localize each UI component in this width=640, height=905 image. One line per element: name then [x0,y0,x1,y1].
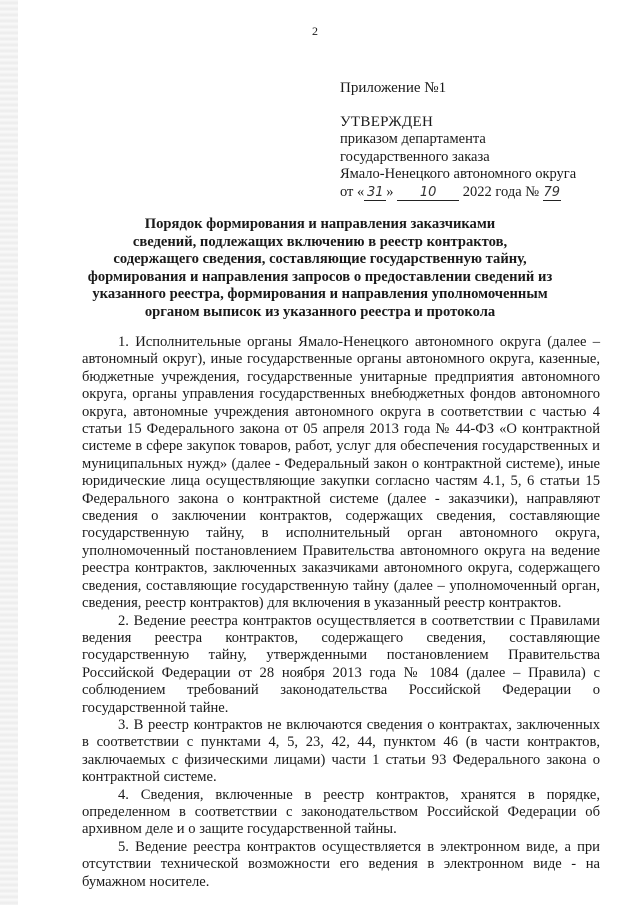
paragraph-2: 2. Ведение реестра контрактов осуществляется в соответствии с Правилами ведения реестра контрактов, содержащего сведения, составляющие государственную тайну, утвержденными постановлением Правительства Российской Федерации от 28 ноября 2013 года № 1084 (далее – Правила) с соблюдением требований законодательства Российской Федерации о государственной тайне. [82,612,600,716]
approval-line: приказом департамента [340,131,486,147]
title-line: органом выписок из указанного реестра и протокола [144,303,496,320]
order-number-handwritten: 79 [543,184,560,200]
paragraph-4: 4. Сведения, включенные в реестр контрактов, хранятся в порядке, определенном в соответствии с законодательством Российской Федерации об архивном деле и о защите государственной тайны. [82,786,600,838]
date-year-text: 2022 года № [462,183,540,200]
date-month-handwritten: 10 [397,185,459,201]
approved-heading: УТВЕРЖДЕН [340,114,434,130]
paragraph-3: 3. В реестр контрактов не включаются сведения о контрактах, заключенных в соответствии с пунктами 4, 5, 23, 42, 44, пунктом 46 (в части контрактов, заключаемых с физическими лицами) части 1 статьи 93 Федерального закона о контрактной системе. [82,716,600,786]
document-title [60,216,580,322]
approval-date-line [340,184,576,202]
title-line: сведений, подлежащих включению в реестр контрактов, [132,233,508,250]
appendix-label: Приложение №1 [340,80,447,96]
scan-edge [0,0,18,905]
page-number: 2 [312,24,318,38]
date-separator: » [386,183,394,200]
date-prefix: от « [340,183,365,200]
paragraph-5: 5. Ведение реестра контрактов осуществляется в электронном виде, а при отсутствии технической возможности его ведения в электронном виде - на бумажном носителе. [82,838,600,890]
document-body [82,334,600,891]
approval-line: Ямало-Ненецкого автономного округа [340,166,577,182]
title-line: формирования и направления запросов о предоставлении сведений из [87,268,553,285]
approval-line: государственного заказа [340,148,490,165]
paragraph-1: 1. Исполнительные органы Ямало-Ненецкого автономного округа (далее – автономный округ), иные государственные органы автономного округа, казенные, бюджетные учреждения, государственные унитарные предприятия автономного округа, органы управления государственных внебюджетных фондов автономного округа, автономные учреждения автономного округа в соответствии с частью 4 статьи 15 Федерального закона от 05 апреля 2013 года № 44-ФЗ «О контрактной системе в сфере закупок товаров, работ, услуг для обеспечения государственных и муниципальных нужд» (далее - Федеральный закон о контрактной системе), иные юридические лица осуществляющие закупки согласно частям 4.1, 5, 6 статьи 15 Федерального закона о контрактной системе (далее - заказчики), направляют сведения о заключении контрактов, содержащих сведения, составляющие государственную тайну, в исполнительный орган автономного округа, уполномоченный постановлением Правительства автономного округа на ведение реестра контрактов, заключенных заказчиками автономного округа, содержащего сведения, составляющие государственную тайну (далее – уполномоченный орган, сведения, реестр контрактов) для включения в указанный реестр контрактов. [82,334,600,612]
date-day-handwritten: 31 [364,185,386,201]
approval-block [340,131,576,201]
title-line: Порядок формирования и направления заказчиками [144,216,496,232]
title-line: указанного реестра, формирования и направления уполномоченным [92,286,548,303]
title-line: содержащего сведения, составляющие государственную тайну, [113,251,527,268]
